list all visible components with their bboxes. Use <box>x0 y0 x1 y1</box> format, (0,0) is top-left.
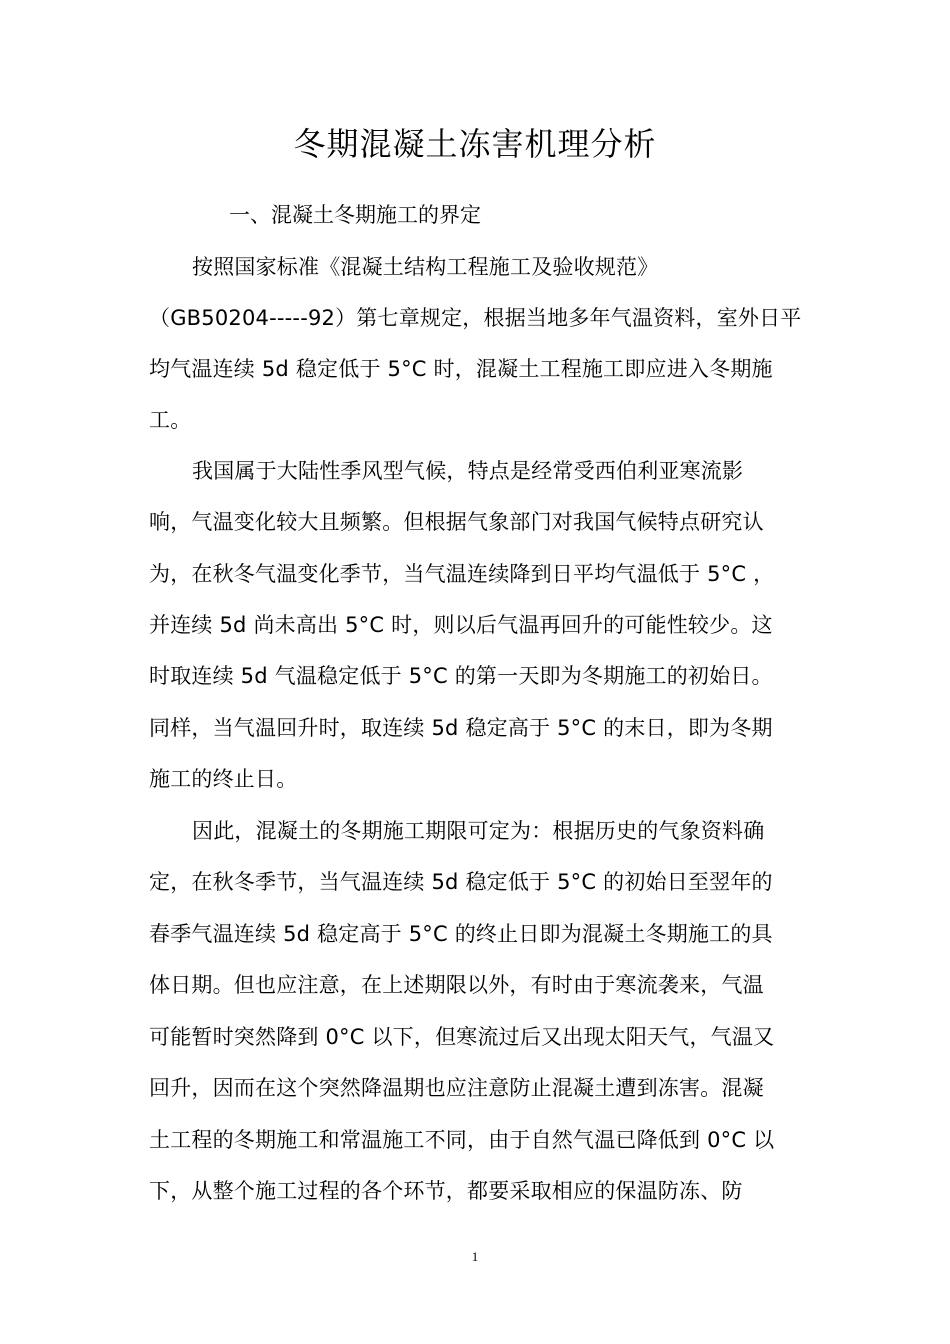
document-title: 冬期混凝土冻害机理分析 <box>293 125 657 163</box>
page-number: 1 <box>471 1249 479 1264</box>
paragraph-line: （GB50204-----92）第七章规定，根据当地多年气温资料，室外日平 <box>149 306 802 330</box>
paragraph-line: 春季气温连续 5d 稳定高于 5°C 的终止日即为混凝土冬期施工的具 <box>149 922 773 946</box>
paragraph-line: 我国属于大陆性季风型气候，特点是经常受西伯利亚寒流影 <box>192 459 744 483</box>
paragraph-line: 同样，当气温回升时，取连续 5d 稳定高于 5°C 的末日，即为冬期 <box>149 716 773 740</box>
paragraph-line: 下，从整个施工过程的各个环节，都要采取相应的保温防冻、防 <box>149 1179 743 1203</box>
paragraph-line: 因此，混凝土的冬期施工期限可定为：根据历史的气象资料确 <box>192 819 765 843</box>
paragraph-line: 土工程的冬期施工和常温施工不同，由于自然气温已降低到 0°C 以 <box>149 1128 775 1152</box>
paragraph-line: 并连续 5d 尚未高出 5°C 时，则以后气温再回升的可能性较少。这 <box>149 613 773 637</box>
paragraph-line: 工。 <box>149 408 192 432</box>
paragraph-line: 为，在秋冬气温变化季节，当气温连续降到日平均气温低于 5°C ， <box>149 562 775 586</box>
paragraph-line: 体日期。但也应注意，在上述期限以外，有时由于寒流袭来，气温 <box>149 973 764 997</box>
paragraph-line: 响，气温变化较大且频繁。但根据气象部门对我国气候特点研究认 <box>149 510 764 534</box>
paragraph-line: 回升，因而在这个突然降温期也应注意防止混凝土遭到冻害。混凝 <box>149 1076 764 1100</box>
paragraph-line: 均气温连续 5d 稳定低于 5°C 时，混凝土工程施工即应进入冬期施 <box>149 357 773 381</box>
paragraph-line: 定，在秋冬季节，当气温连续 5d 稳定低于 5°C 的初始日至翌年的 <box>149 870 773 894</box>
section-heading: 一、混凝土冬期施工的界定 <box>229 203 481 227</box>
paragraph-line: 按照国家标准《混凝土结构工程施工及验收规范》 <box>192 255 659 279</box>
paragraph-line: 施工的终止日。 <box>149 767 298 791</box>
paragraph-line: 时取连续 5d 气温稳定低于 5°C 的第一天即为冬期施工的初始日。 <box>149 664 773 688</box>
paragraph-line: 可能暂时突然降到 0°C 以下，但寒流过后又出现太阳天气，气温又 <box>149 1025 775 1049</box>
